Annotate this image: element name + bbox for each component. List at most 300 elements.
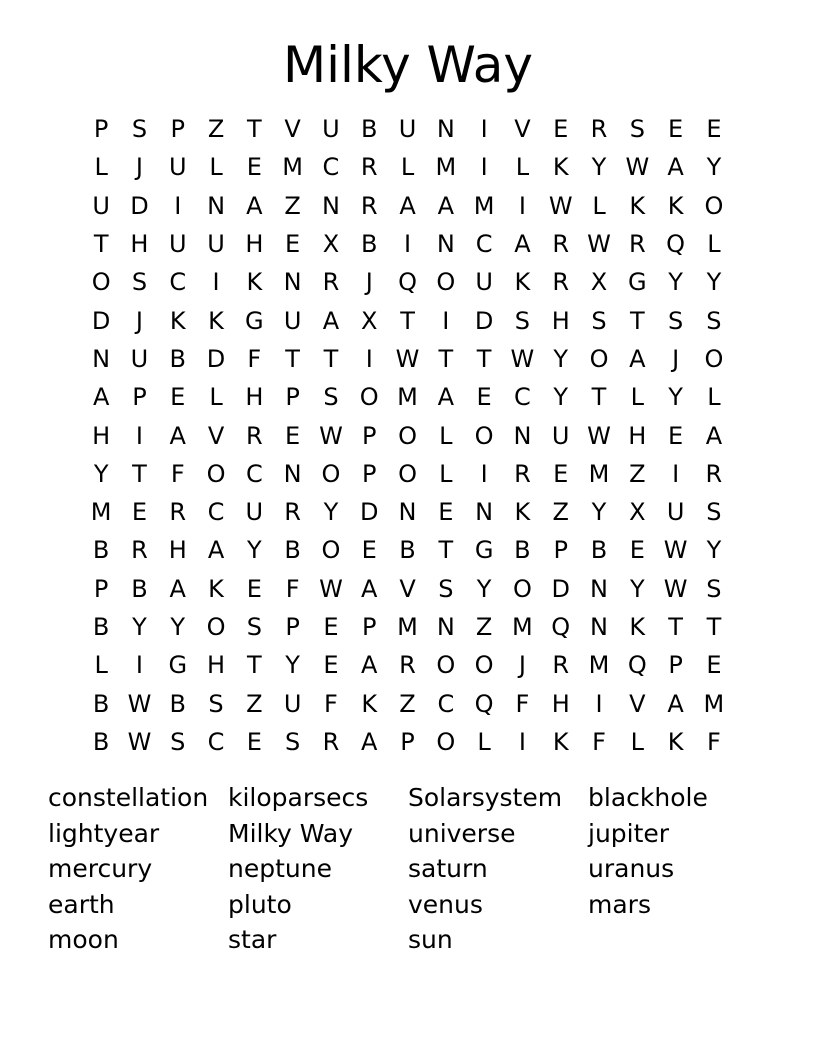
grid-letter: L — [630, 727, 644, 756]
grid-letter: C — [207, 727, 225, 756]
grid-letter: O — [398, 421, 417, 450]
grid-letter: E — [553, 115, 569, 144]
grid-letter: S — [208, 689, 224, 718]
grid-letter: I — [518, 191, 526, 220]
grid-letter: I — [174, 191, 182, 220]
grid-letter: I — [135, 651, 143, 680]
grid-letter: P — [361, 613, 377, 641]
word-list-item: saturn — [408, 854, 488, 883]
grid-letter: O — [704, 191, 724, 220]
grid-letter: M — [512, 613, 533, 641]
grid-letter: G — [628, 268, 647, 297]
grid-letter: T — [400, 306, 415, 335]
grid-letter: V — [514, 115, 531, 144]
word-list — [48, 780, 768, 958]
grid-letter: B — [131, 574, 148, 603]
grid-letter: S — [323, 383, 339, 412]
grid-letter: M — [90, 498, 112, 527]
grid-letter: C — [245, 459, 263, 488]
grid-letter: R — [552, 230, 570, 259]
grid-letter: K — [667, 191, 684, 220]
grid-letter: O — [436, 651, 456, 680]
grid-letter: R — [552, 651, 570, 680]
grid-letter: L — [439, 421, 453, 450]
grid-letter: H — [245, 383, 264, 412]
grid-letter: A — [399, 191, 416, 220]
grid-letter: R — [360, 191, 378, 220]
grid-letter: A — [361, 727, 378, 756]
grid-letter: T — [438, 536, 454, 565]
grid-letter: I — [518, 727, 526, 756]
grid-letter: P — [285, 613, 300, 641]
grid-letter: A — [667, 153, 684, 182]
grid-letter: K — [208, 574, 224, 603]
grid-letter: N — [513, 421, 532, 450]
grid-letter: E — [285, 230, 301, 259]
grid-letter: L — [592, 191, 606, 220]
grid-letter: Y — [170, 613, 186, 641]
grid-letter: R — [628, 230, 646, 259]
grid-letter: P — [132, 383, 147, 412]
grid-letter: K — [514, 268, 531, 297]
grid-letter: S — [246, 613, 262, 641]
grid-letter: H — [92, 421, 111, 450]
grid-letter: H — [551, 689, 570, 718]
grid-letter: S — [131, 115, 148, 144]
grid-letter: E — [706, 651, 722, 680]
word-list-item: star — [228, 925, 277, 954]
grid-letter: L — [209, 383, 223, 412]
grid-letter: A — [246, 191, 263, 220]
grid-letter: U — [398, 115, 417, 144]
word-list-item: mars — [588, 889, 651, 919]
grid-letter: N — [590, 613, 608, 641]
grid-letter: O — [206, 459, 226, 488]
grid-letter: Z — [399, 689, 416, 718]
grid-letter: N — [321, 191, 340, 220]
grid-letter: U — [551, 421, 570, 450]
grid-letter: Z — [246, 689, 263, 718]
grid-letter: J — [672, 344, 680, 373]
grid-letter: N — [283, 268, 302, 297]
grid-letter: B — [92, 536, 110, 565]
grid-letter: L — [707, 230, 721, 259]
word-list-item: venus — [408, 889, 483, 919]
grid-letter: W — [548, 191, 573, 220]
letter-grid — [82, 110, 734, 761]
grid-letter: C — [437, 689, 455, 718]
grid-letter: R — [399, 651, 416, 680]
grid-letter: N — [436, 613, 455, 641]
grid-letter: L — [94, 651, 108, 680]
grid-letter: Y — [553, 383, 569, 412]
grid-letter: E — [668, 115, 684, 144]
grid-letter: E — [246, 574, 262, 603]
grid-letter: Z — [284, 191, 301, 220]
grid-letter: S — [629, 115, 645, 144]
grid-letter: B — [360, 115, 378, 144]
grid-letter: U — [283, 306, 302, 335]
grid-letter: V — [399, 574, 416, 603]
grid-letter: B — [360, 230, 378, 259]
word-list-item: universe — [408, 818, 516, 848]
grid-letter: O — [474, 651, 494, 680]
grid-letter: I — [480, 153, 488, 182]
grid-letter: U — [666, 498, 685, 527]
grid-letter: C — [514, 383, 531, 412]
grid-letter: O — [206, 613, 226, 641]
grid-letter: O — [436, 727, 456, 756]
grid-letter: S — [591, 306, 607, 335]
grid-letter: P — [400, 727, 415, 756]
grid-letter: Y — [285, 651, 300, 680]
grid-letter: Y — [476, 574, 492, 603]
grid-letter: T — [93, 230, 109, 259]
grid-letter: L — [515, 153, 530, 182]
grid-letter: K — [667, 727, 684, 756]
grid-letter: J — [518, 651, 526, 680]
grid-letter: R — [360, 153, 378, 182]
grid-letter: X — [322, 230, 340, 259]
grid-letter: I — [672, 459, 680, 488]
grid-letter: L — [477, 727, 491, 756]
grid-letter: Q — [398, 268, 417, 297]
grid-letter: U — [207, 230, 225, 259]
grid-letter: D — [359, 498, 379, 527]
grid-letter: K — [629, 613, 646, 641]
grid-letter: O — [512, 574, 532, 603]
grid-letter: K — [552, 727, 569, 756]
grid-letter: E — [323, 613, 339, 641]
grid-letter: E — [476, 383, 492, 412]
grid-letter: W — [319, 574, 343, 603]
grid-letter: N — [475, 498, 494, 527]
grid-letter: P — [93, 115, 109, 144]
grid-letter: O — [321, 536, 341, 565]
grid-letter: E — [361, 536, 377, 565]
grid-letter: H — [245, 230, 264, 259]
grid-letter: N — [207, 191, 226, 220]
grid-letter: M — [435, 153, 457, 182]
grid-letter: R — [322, 268, 340, 297]
grid-letter: Y — [668, 383, 683, 412]
grid-letter: Y — [668, 268, 683, 297]
grid-letter: M — [588, 459, 610, 488]
word-list-item: kiloparsecs — [228, 783, 369, 812]
grid-letter: C — [169, 268, 187, 297]
grid-letter: U — [168, 153, 187, 182]
grid-letter: T — [247, 651, 262, 680]
grid-letter: A — [514, 230, 531, 259]
grid-letter: W — [663, 536, 688, 565]
grid-letter: G — [474, 536, 494, 565]
grid-letter: I — [442, 306, 450, 335]
grid-letter: S — [667, 306, 684, 335]
grid-letter: P — [553, 536, 568, 565]
grid-letter: Z — [552, 498, 569, 527]
grid-letter: E — [553, 459, 569, 488]
grid-letter: T — [285, 344, 300, 373]
grid-letter: Y — [591, 498, 607, 527]
word-list-item: uranus — [588, 854, 675, 883]
grid-letter: U — [130, 344, 149, 373]
grid-letter: S — [131, 268, 148, 297]
grid-letter: Q — [627, 651, 647, 680]
grid-letter: N — [590, 574, 608, 603]
grid-letter: T — [668, 613, 683, 641]
grid-letter: C — [322, 153, 340, 182]
grid-letter: M — [282, 153, 303, 182]
grid-letter: F — [285, 574, 300, 603]
grid-letter: Y — [93, 459, 109, 488]
grid-letter: W — [625, 153, 650, 182]
grid-letter: A — [92, 383, 110, 412]
grid-letter: Q — [551, 613, 571, 641]
word-list-item: sun — [408, 925, 453, 954]
grid-letter: E — [170, 383, 186, 412]
grid-letter: E — [131, 498, 148, 527]
grid-letter: R — [169, 498, 187, 527]
grid-letter: K — [208, 306, 224, 335]
grid-letter: W — [587, 230, 611, 259]
grid-letter: K — [514, 498, 531, 527]
grid-letter: F — [324, 689, 338, 718]
grid-letter: W — [663, 574, 688, 603]
grid-letter: B — [399, 536, 416, 565]
grid-letter: P — [361, 459, 377, 488]
grid-letter: U — [168, 230, 187, 259]
grid-letter: N — [436, 230, 455, 259]
grid-letter: T — [629, 306, 645, 335]
grid-letter: A — [169, 574, 186, 603]
grid-letter: E — [438, 498, 454, 527]
grid-letter: F — [170, 459, 185, 488]
grid-letter: L — [209, 153, 223, 182]
grid-letter: P — [361, 421, 377, 450]
grid-letter: M — [397, 383, 418, 412]
grid-letter: Q — [474, 689, 494, 718]
grid-letter: O — [704, 344, 724, 373]
word-list-item: pluto — [228, 889, 292, 919]
grid-letter: Y — [706, 268, 722, 297]
grid-letter: S — [706, 306, 722, 335]
grid-letter: G — [245, 306, 264, 335]
grid-letter: U — [245, 498, 264, 527]
grid-letter: W — [395, 344, 420, 373]
grid-letter: I — [212, 268, 220, 297]
grid-letter: B — [92, 727, 110, 756]
grid-letter: L — [439, 459, 453, 488]
page-title: Milky Way — [282, 36, 534, 94]
grid-letter: U — [475, 268, 493, 297]
grid-letter: S — [514, 306, 531, 335]
word-list-item: Solarsystem — [408, 783, 563, 812]
word-list-item: moon — [48, 925, 119, 954]
grid-letter: Y — [323, 498, 339, 527]
grid-letter: M — [703, 689, 725, 718]
grid-letter: H — [168, 536, 187, 565]
grid-letter: P — [170, 115, 185, 144]
word-list-item: constellation — [48, 783, 209, 812]
grid-letter: T — [706, 613, 722, 641]
grid-letter: S — [285, 727, 301, 756]
grid-letter: A — [667, 689, 684, 718]
grid-letter: A — [322, 306, 340, 335]
grid-letter: E — [629, 536, 645, 565]
grid-letter: B — [514, 536, 531, 565]
grid-letter: D — [206, 344, 226, 373]
grid-letter: I — [135, 421, 143, 450]
grid-letter: T — [591, 383, 607, 412]
grid-letter: H — [551, 306, 570, 335]
grid-letter: I — [480, 115, 488, 144]
grid-letter: A — [437, 191, 455, 220]
grid-letter: L — [94, 153, 108, 182]
grid-letter: R — [590, 115, 608, 144]
grid-letter: D — [474, 306, 494, 335]
grid-letter: I — [365, 344, 373, 373]
grid-letter: K — [246, 268, 263, 297]
grid-letter: A — [361, 651, 378, 680]
grid-letter: Y — [132, 613, 147, 641]
grid-letter: B — [92, 613, 110, 641]
grid-letter: D — [130, 191, 149, 220]
grid-letter: C — [475, 230, 493, 259]
grid-letter: E — [246, 153, 262, 182]
grid-letter: Y — [706, 153, 722, 182]
grid-letter: T — [438, 344, 454, 373]
grid-letter: Y — [591, 153, 607, 182]
grid-letter: R — [131, 536, 148, 565]
grid-letter: K — [552, 153, 569, 182]
grid-letter: F — [515, 689, 530, 718]
grid-letter: H — [207, 651, 226, 680]
grid-letter: B — [590, 536, 608, 565]
grid-letter: A — [705, 421, 723, 450]
grid-letter: O — [436, 268, 456, 297]
grid-letter: K — [169, 306, 186, 335]
grid-letter: S — [706, 498, 722, 527]
grid-letter: Y — [629, 574, 645, 603]
grid-letter: E — [246, 727, 262, 756]
grid-letter: Y — [553, 344, 569, 373]
word-list-item: lightyear — [48, 818, 160, 848]
grid-letter: Z — [475, 613, 493, 641]
word-list-item: Milky Way — [228, 818, 354, 848]
grid-letter: V — [207, 421, 225, 450]
grid-letter: T — [247, 115, 262, 144]
grid-letter: D — [551, 574, 570, 603]
grid-letter: R — [514, 459, 531, 488]
grid-letter: W — [587, 421, 611, 450]
grid-letter: P — [668, 651, 683, 680]
grid-letter: Z — [207, 115, 225, 144]
grid-letter: A — [437, 383, 455, 412]
grid-letter: R — [284, 498, 301, 527]
grid-letter: I — [403, 230, 412, 259]
grid-letter: F — [592, 727, 606, 756]
grid-letter: H — [628, 421, 647, 450]
grid-letter: M — [397, 613, 418, 641]
grid-letter: B — [284, 536, 301, 565]
grid-letter: K — [361, 689, 378, 718]
grid-letter: K — [629, 191, 646, 220]
grid-letter: U — [92, 191, 110, 220]
grid-letter: L — [400, 153, 415, 182]
grid-letter: W — [510, 344, 535, 373]
grid-letter: Z — [629, 459, 646, 488]
grid-letter: T — [476, 344, 492, 373]
grid-letter: X — [629, 498, 646, 527]
word-list-item: earth — [48, 889, 115, 919]
grid-letter: B — [92, 689, 110, 718]
grid-letter: A — [169, 421, 186, 450]
grid-letter: F — [706, 727, 721, 756]
grid-letter: Y — [247, 536, 262, 565]
grid-letter: O — [474, 421, 494, 450]
grid-letter: A — [629, 344, 646, 373]
grid-letter: S — [170, 727, 186, 756]
word-list-item: mercury — [48, 854, 153, 883]
grid-letter: N — [92, 344, 111, 373]
grid-letter: C — [207, 498, 225, 527]
grid-letter: R — [552, 268, 570, 297]
word-list-item: neptune — [228, 854, 332, 883]
grid-letter: P — [93, 574, 109, 603]
grid-letter: S — [438, 574, 454, 603]
grid-letter: V — [284, 115, 301, 144]
grid-letter: H — [130, 230, 149, 259]
grid-letter: O — [359, 383, 379, 412]
grid-letter: R — [705, 459, 723, 488]
grid-letter: J — [135, 306, 143, 335]
grid-letter: U — [283, 689, 302, 718]
grid-letter: O — [398, 459, 417, 488]
word-list-item: blackhole — [588, 783, 708, 812]
grid-letter: F — [247, 344, 262, 373]
grid-letter: P — [285, 383, 300, 412]
grid-letter: U — [322, 115, 340, 144]
grid-letter: O — [91, 268, 111, 297]
grid-letter: J — [365, 268, 373, 297]
grid-letter: M — [588, 651, 610, 680]
grid-letter: Y — [706, 536, 722, 565]
grid-letter: L — [707, 383, 721, 412]
grid-letter: E — [668, 421, 684, 450]
grid-letter: B — [169, 344, 186, 373]
grid-letter: A — [361, 574, 378, 603]
grid-letter: V — [629, 689, 646, 718]
grid-letter: N — [436, 115, 455, 144]
grid-letter: T — [132, 459, 147, 488]
grid-letter: W — [319, 421, 343, 450]
grid-letter: I — [595, 689, 603, 718]
grid-letter: I — [480, 459, 488, 488]
grid-letter: G — [168, 651, 188, 680]
grid-letter: L — [630, 383, 644, 412]
grid-letter: E — [323, 651, 339, 680]
word-list-item: jupiter — [588, 818, 670, 848]
grid-letter: N — [283, 459, 302, 488]
grid-letter: M — [473, 191, 495, 220]
grid-letter: X — [361, 306, 378, 335]
grid-letter: D — [91, 306, 111, 335]
grid-letter: S — [706, 574, 722, 603]
grid-letter: T — [323, 344, 339, 373]
grid-letter: R — [322, 727, 340, 756]
grid-letter: N — [398, 498, 417, 527]
grid-letter: W — [127, 727, 152, 756]
